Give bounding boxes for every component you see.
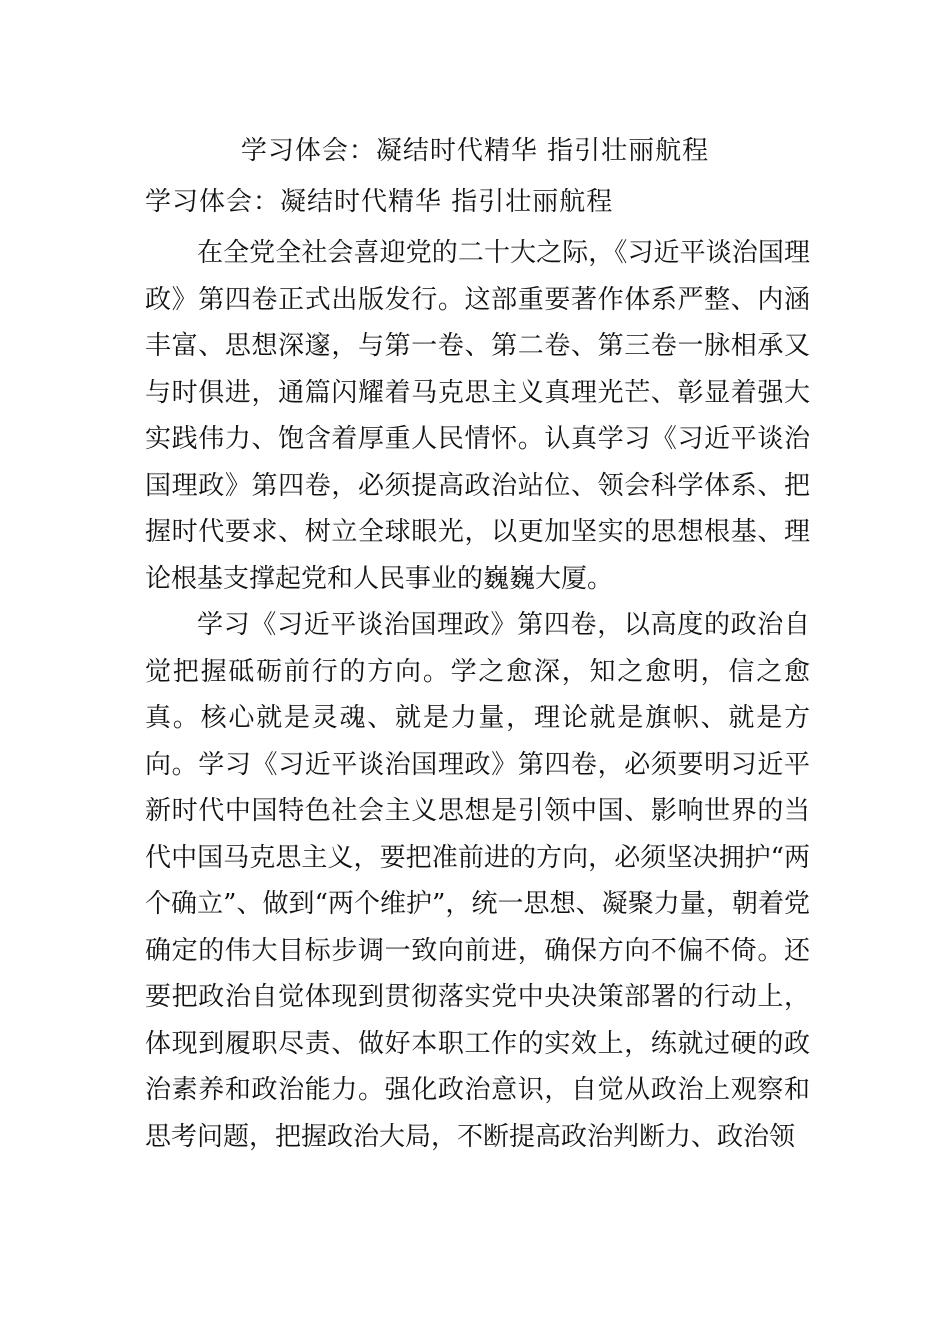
- paragraph-2: 学习《习近平谈治国理政》第四卷，以高度的政治自觉把握砥砺前行的方向。学之愈深，知之愈明，信之愈真。核心就是灵魂、就是力量，理论就是旗帜、就是方向。学习《习近平谈治国理政》第四卷，必须要明习近平新时代中国特色社会主义思想是引领中国、影响世界的当代中国马克思主义，要把准前进的方向，必须坚决拥护“两个确立”、做到“两个维护”，统一思想、凝聚力量，朝着党确定的伟大目标步调一致向前进，确保方向不偏不倚。还要把政治自觉体现到贯彻落实党中央决策部署的行动上，体现到履职尽责、做好本职工作的实效上，练就过硬的政治素养和政治能力。强化政治意识，自觉从政治上观察和思考问题，把握政治大局，不断提高政治判断力、政治领: [145, 610, 810, 1152]
- page-subtitle: 学习体会：凝结时代精华 指引壮丽航程: [145, 187, 614, 217]
- document-body: [145, 230, 810, 1160]
- page-title: 学习体会：凝结时代精华 指引壮丽航程: [240, 136, 710, 166]
- paragraph-1: 在全党全社会喜迎党的二十大之际，《习近平谈治国理政》第四卷正式出版发行。这部重要著作体系严整、内涵丰富、思想深邃，与第一卷、第二卷、第三卷一脉相承又与时俱进，通篇闪耀着马克思主义真理光芒、彰显着强大实践伟力、饱含着厚重人民情怀。认真学习《习近平谈治国理政》第四卷，必须提高政治站位、领会科学体系、把握时代要求、树立全球眼光，以更加坚实的思想根基、理论根基支撑起党和人民事业的巍巍大厦。: [145, 238, 810, 594]
